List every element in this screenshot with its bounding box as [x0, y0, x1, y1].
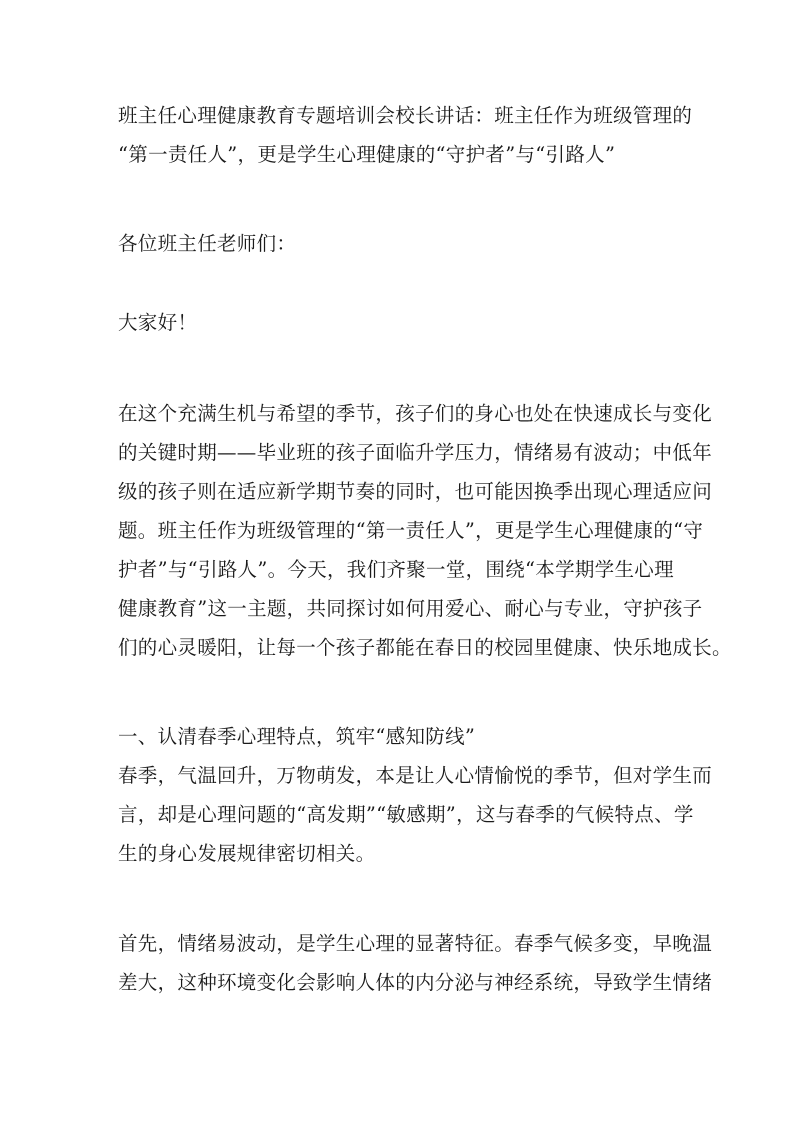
intro-line-1: 在这个充满生机与希望的季节，孩子们的身心也处在快速成长与变化 [118, 402, 713, 425]
title-line-2: “第一责任人”，更是学生心理健康的“守护者”与“引路人” [118, 143, 616, 166]
intro-line-2: 的关键时期——毕业班的孩子面临升学压力，情绪易有波动；中低年 [118, 441, 713, 464]
section-1-heading: 一、认清春季心理特点，筑牢“感知防线” [118, 725, 476, 748]
salutation: 各位班主任老师们： [118, 232, 297, 255]
title-line-1: 班主任心理健康教育专题培训会校长讲话：班主任作为班级管理的 [118, 104, 693, 127]
intro-line-3: 级的孩子则在适应新学期节奏的同时，也可能因换季出现心理适应问 [118, 480, 713, 503]
intro-line-6: 健康教育”这一主题，共同探讨如何用爱心、耐心与专业，守护孩子 [118, 597, 703, 620]
intro-line-5: 护者”与“引路人”。今天，我们齐聚一堂，围绕“本学期学生心理 [118, 558, 674, 581]
section-1-line-2: 言，却是心理问题的“高发期”“敏感期”，这与春季的气候特点、学 [118, 803, 694, 826]
section-1-line-3: 生的身心发展规律密切相关。 [118, 842, 376, 865]
intro-line-7: 们的心灵暖阳，让每一个孩子都能在春日的校园里健康、快乐地成长。 [118, 636, 732, 659]
para-2-line-1: 首先，情绪易波动，是学生心理的显著特征。春季气候多变，早晚温 [118, 932, 713, 955]
para-2-line-2: 差大，这种环境变化会影响人体的内分泌与神经系统，导致学生情绪 [118, 971, 713, 994]
intro-line-4: 题。班主任作为班级管理的“第一责任人”，更是学生心理健康的“守 [118, 519, 704, 542]
greeting: 大家好！ [118, 311, 198, 334]
section-1-line-1: 春季，气温回升，万物萌发，本是让人心情愉悦的季节，但对学生而 [118, 764, 713, 787]
